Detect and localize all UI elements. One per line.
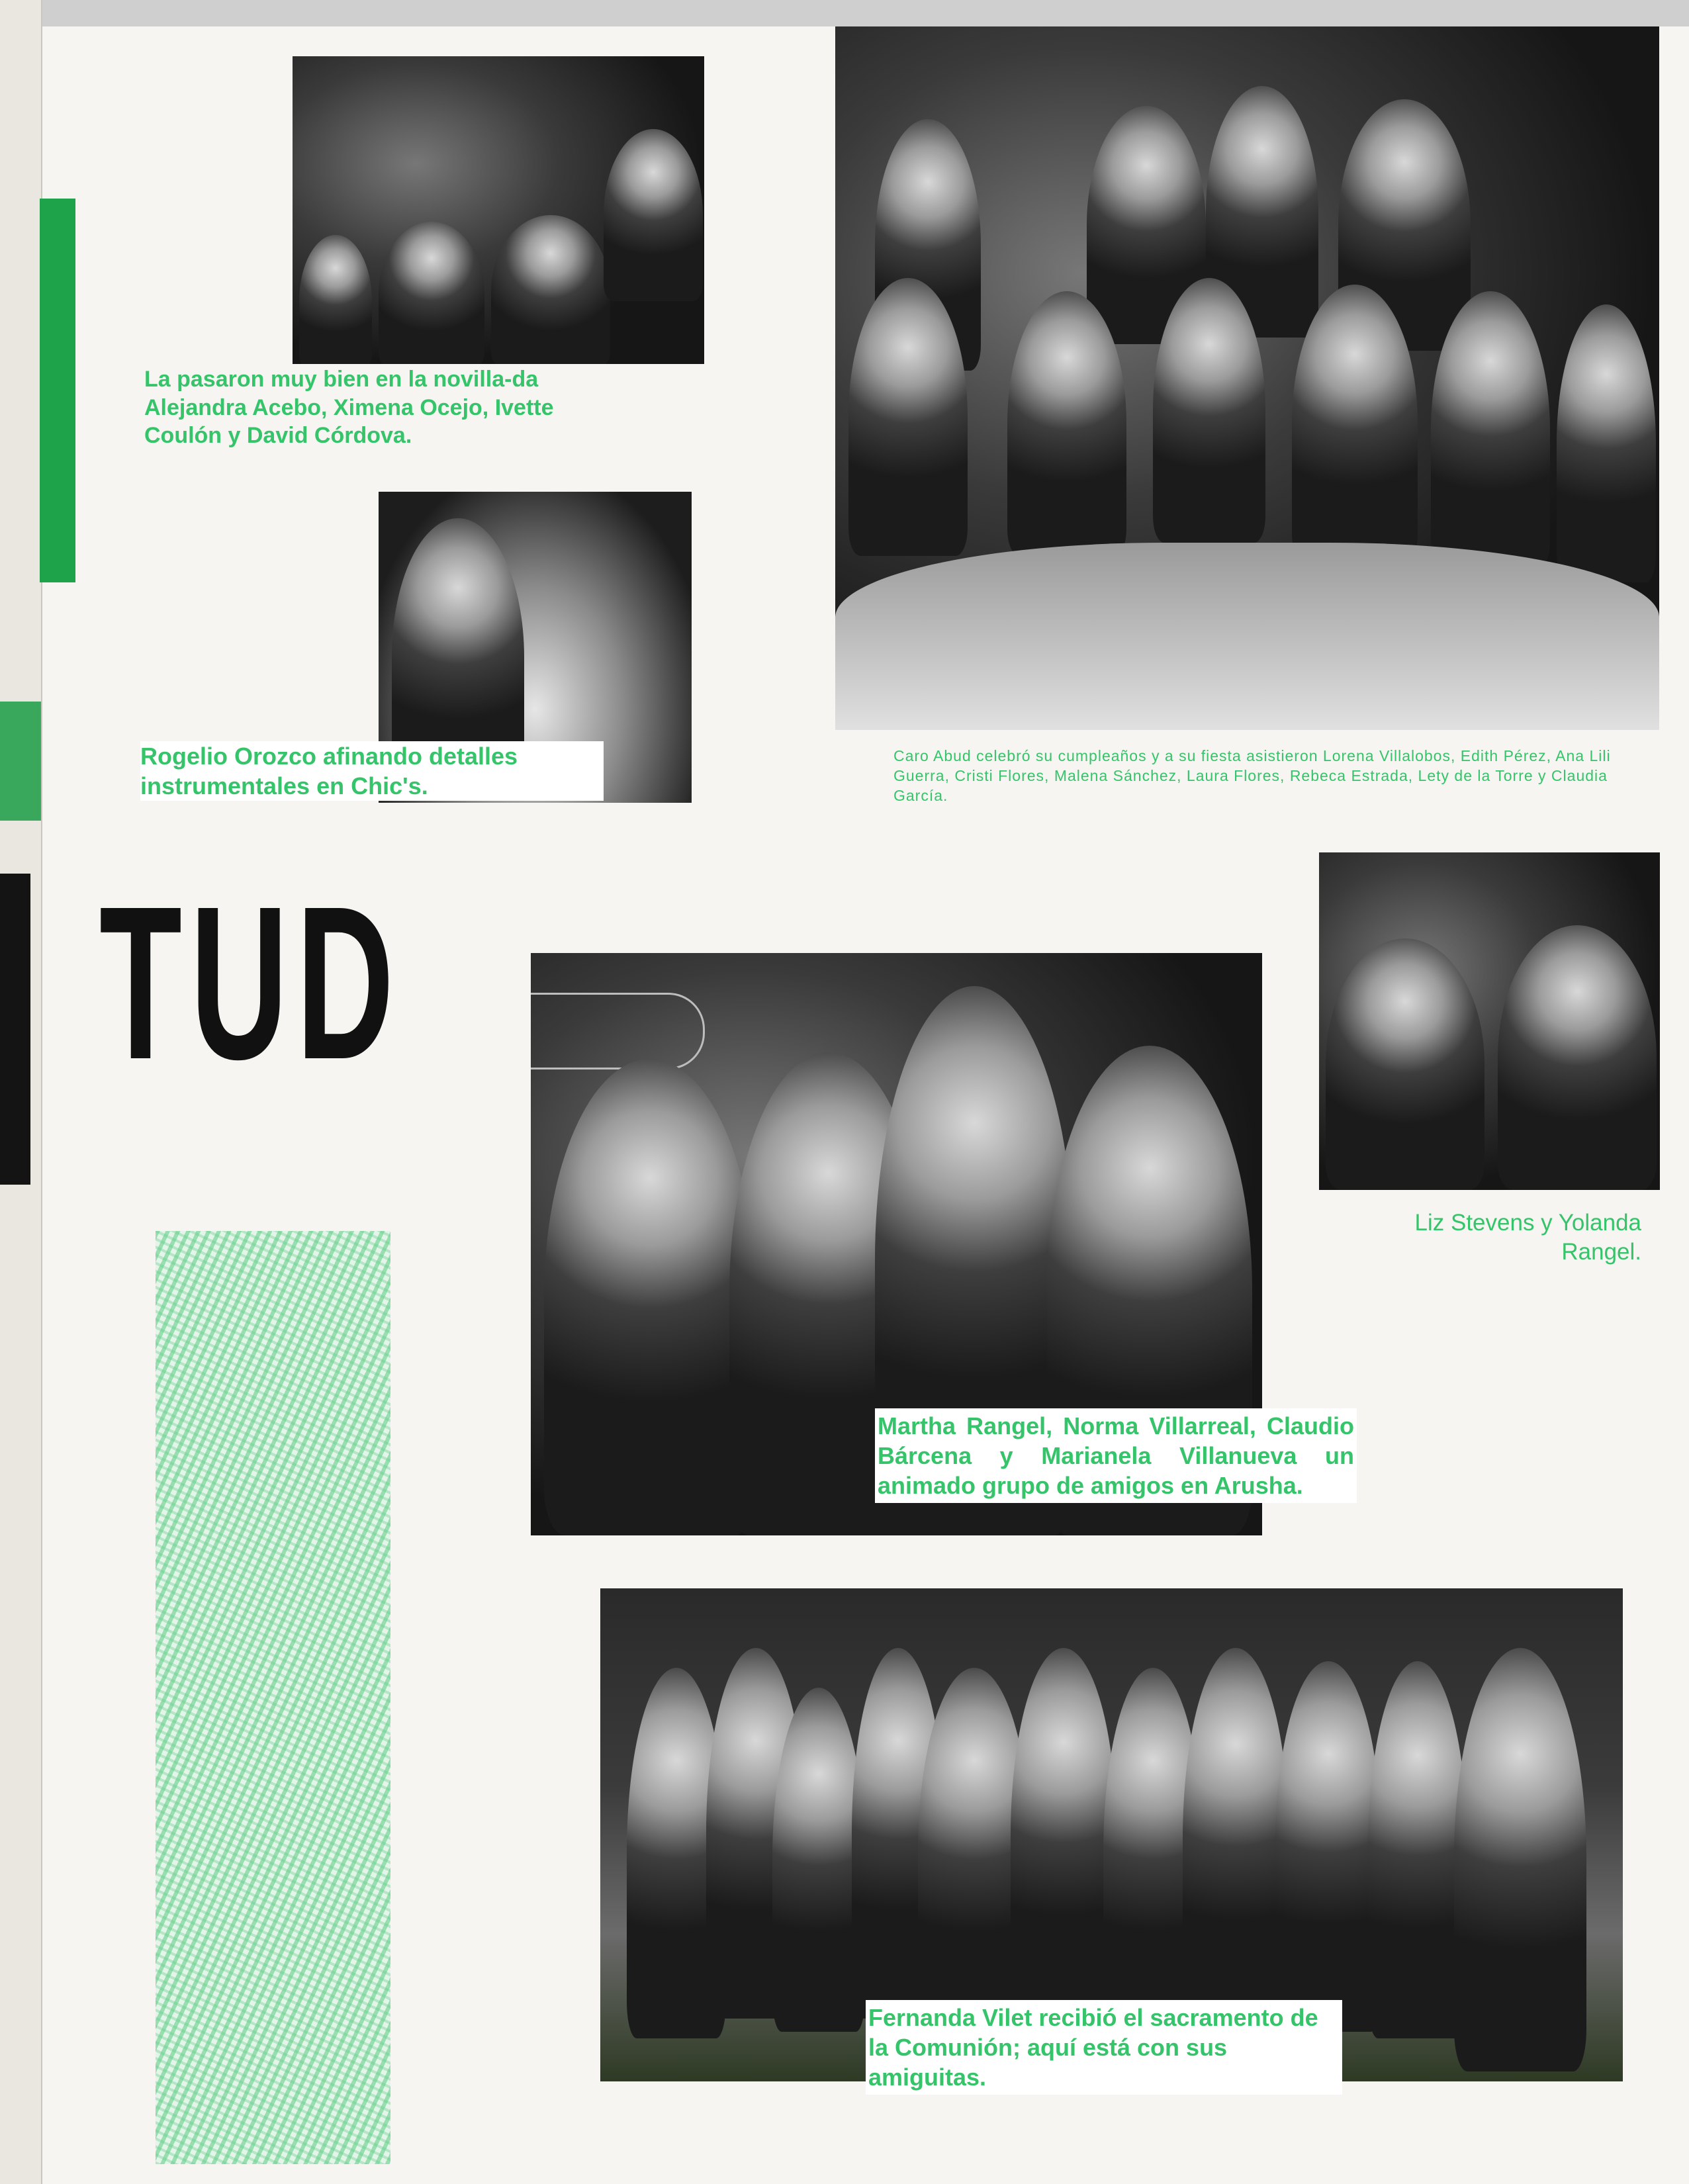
caption-rogelio-line1: Rogelio Orozco afinando detalles bbox=[140, 743, 518, 770]
caption-rogelio-line2: instrumentales en Chic's. bbox=[140, 772, 428, 799]
scan-top-edge bbox=[0, 0, 1689, 26]
caption-comunion: Fernanda Vilet recibió el sacramento de la Comunión; aquí está con sus amiguitas. bbox=[866, 2000, 1342, 2095]
black-accent-bar bbox=[0, 874, 30, 1185]
photo-novillada bbox=[293, 56, 704, 364]
section-title-fragment: TUD bbox=[99, 860, 402, 1105]
decorative-arc bbox=[531, 993, 705, 1069]
green-accent-strip bbox=[40, 199, 75, 582]
photo-caro-abud bbox=[835, 26, 1659, 730]
green-crayon-texture bbox=[156, 1231, 390, 2164]
green-accent-block bbox=[0, 702, 41, 821]
caption-rogelio bbox=[140, 741, 604, 801]
caption-caro-abud: Caro Abud celebró su cumpleaños y a su fiesta asistieron Lorena Villalobos, Edith Pérez, Ana Lili Guerra, Cristi Flores, Malena Sánchez, Laura Flores, Rebeca Estrada, Lety de la Torre y Claudia García. bbox=[893, 747, 1611, 804]
caption-novillada: La pasaron muy bien en la novilla-da Alejandra Acebo, Ximena Ocejo, Ivette Coulón y David Córdova. bbox=[144, 367, 554, 448]
caption-liz-stevens: Liz Stevens y Yolanda Rangel. bbox=[1414, 1210, 1641, 1265]
caption-arusha: Martha Rangel, Norma Villarreal, Claudio Bárcena y Marianela Villanueva un animado grupo de amigos en Arusha. bbox=[875, 1408, 1357, 1503]
photo-liz-stevens bbox=[1319, 852, 1660, 1190]
